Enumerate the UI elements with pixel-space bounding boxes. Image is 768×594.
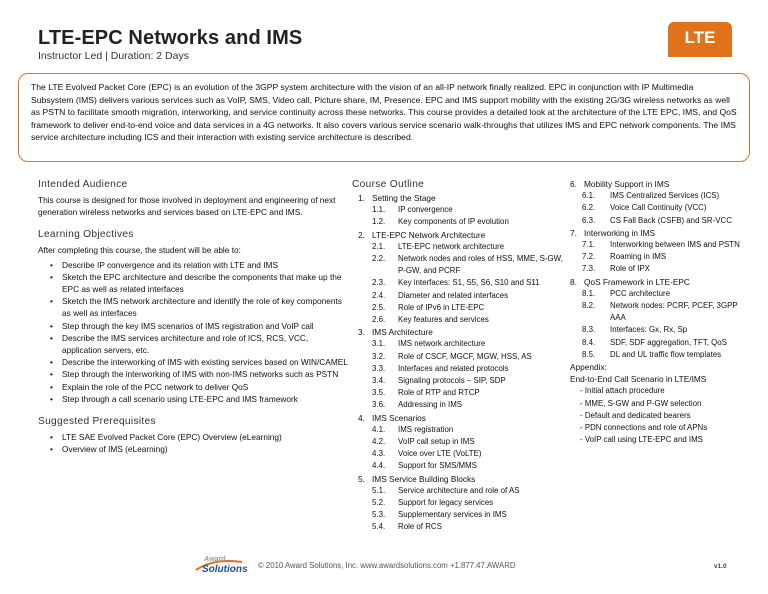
outline-subtopic	[352, 460, 566, 472]
outline-module	[570, 276, 750, 288]
subtopic-number: 8.3.	[582, 325, 596, 335]
subtopic-number: 2.5.	[372, 302, 386, 312]
appendix-item: - VoIP call using LTE-EPC and IMS	[580, 435, 703, 445]
subtopic-number: 8.4.	[582, 337, 596, 347]
subtopic-number: 7.3.	[582, 264, 596, 274]
subtopic-text: Network nodes and roles of HSS, MME, S-GW, P-GW, and PCRF	[398, 254, 563, 276]
module-title: Interworking in IMS	[584, 227, 656, 238]
module-title: IMS Architecture	[372, 327, 433, 338]
module-number: 2.	[358, 229, 365, 240]
subtopic-text: Service architecture and role of AS	[398, 485, 520, 495]
prerequisites-list	[38, 431, 350, 455]
subtopic-number: 4.1.	[372, 424, 386, 434]
outline-subtopic	[570, 251, 750, 263]
outline-subtopic	[352, 436, 566, 448]
outline-modules-right	[570, 178, 750, 361]
subtopic-number: 1.1.	[372, 205, 386, 215]
subtopic-number: 3.1.	[372, 339, 386, 349]
outline-module	[352, 412, 566, 424]
outline-subtopic	[352, 485, 566, 497]
objective-item: • Describe IP convergence and its relation with LTE and IMS	[38, 259, 350, 271]
outline-subtopic	[352, 521, 566, 533]
module-title: QoS Framework in LTE-EPC	[584, 276, 690, 287]
appendix-item: - Default and dedicated bearers	[580, 410, 691, 420]
outline-subtopic	[352, 387, 566, 399]
outline-subtopic	[570, 215, 750, 227]
subtopic-text: DL and UL traffic flow templates	[610, 349, 722, 359]
module-number: 1.	[358, 193, 365, 203]
outline-subtopic	[570, 202, 750, 214]
outline-subtopic	[352, 241, 566, 253]
subtopic-text: IMS registration	[398, 424, 454, 434]
objectives-title: Learning Objectives	[38, 229, 134, 241]
objective-item: • Describe the IMS services architecture and role of ICS, RCS, VCC, application servers, etc.	[38, 332, 350, 356]
subtopic-text: Diameter and related interfaces	[398, 290, 509, 300]
subtopic-number: 8.5.	[582, 349, 596, 359]
prerequisite-item: • Overview of IMS (eLearning)	[38, 443, 350, 455]
subtopic-text: Support for SMS/MMS	[398, 461, 477, 471]
subtopic-text: Role of IPv6 in LTE-EPC	[398, 302, 485, 312]
subtopic-number: 2.1.	[372, 241, 386, 251]
subtopic-number: 3.5.	[372, 388, 386, 398]
subtopic-number: 6.2.	[582, 203, 596, 213]
audience-title: Intended Audience	[38, 179, 128, 190]
appendix-list	[570, 385, 750, 446]
module-number: 4.	[358, 412, 365, 423]
subtopic-number: 6.3.	[582, 215, 596, 225]
appendix-item: - PDN connections and role of APNs	[580, 423, 708, 433]
outline-subtopic	[352, 448, 566, 460]
outline-subtopic	[570, 239, 750, 251]
subtopic-text: CS Fall Back (CSFB) and SR-VCC	[610, 215, 732, 225]
objective-item: • Step through the key IMS scenarios of IMS registration and VoIP call	[38, 320, 350, 332]
outline-subtopic	[352, 375, 566, 387]
award-solutions-logo	[194, 556, 254, 576]
subtopic-number: 3.2.	[372, 351, 386, 361]
subtopic-number: 4.4.	[372, 461, 386, 471]
module-title: IMS Service Building Blocks	[372, 473, 476, 484]
outline-subtopic	[352, 424, 566, 436]
subtopic-text: IP convergence	[398, 205, 453, 215]
subtopic-number: 2.3.	[372, 278, 386, 288]
outline-subtopic	[570, 324, 750, 336]
objective-item: • Describe the interworking of IMS with existing services based on WIN/CAMEL	[38, 356, 350, 368]
subtopic-text: Supplementary services in IMS	[398, 510, 507, 520]
page-footer	[0, 556, 768, 576]
subtopic-text: Key interfaces: S1, S5, S6, S10 and S11	[398, 278, 540, 288]
left-column	[38, 178, 350, 455]
course-subtitle: Instructor Led | Duration: 2 Days	[38, 50, 189, 62]
outline-module	[352, 326, 566, 338]
outline-subtopic	[352, 351, 566, 363]
outline-subtopic	[352, 204, 566, 216]
subtopic-text: Network nodes: PCRF, PCEF, 3GPP AAA	[610, 301, 738, 323]
prerequisite-item: • LTE SAE Evolved Packet Core (EPC) Overview (eLearning)	[38, 431, 350, 443]
module-number: 8.	[570, 276, 577, 287]
subtopic-text: Roaming in IMS	[610, 252, 667, 262]
footer-version: v1.0	[714, 563, 727, 570]
outline-module	[352, 473, 566, 485]
subtopic-number: 4.3.	[372, 449, 386, 459]
footer-copyright: © 2010 Award Solutions, Inc. www.awardsolutions.com +1.877.47.AWARD	[258, 561, 516, 570]
audience-text: This course is designed for those involved in deployment and engineering of next generation wireless networks and services based on LTE-EPC and IMS.	[38, 195, 336, 218]
logo-text-top: Award	[204, 556, 226, 563]
appendix-item: - MME, S-GW and P-GW selection	[580, 398, 702, 408]
outline-title: Course Outline	[352, 179, 425, 190]
outline-module	[352, 229, 566, 241]
appendix-label: Appendix:	[570, 362, 607, 373]
objective-item: • Sketch the IMS network architecture and identify the role of key components as well as interfaces	[38, 295, 350, 319]
subtopic-text: PCC architecture	[610, 288, 671, 298]
appendix-title: End-to-End Call Scenario in LTE/IMS	[570, 374, 707, 385]
module-number: 3.	[358, 327, 365, 338]
outline-subtopic	[352, 290, 566, 302]
outline-column-left	[352, 178, 566, 534]
subtopic-text: Addressing in IMS	[398, 400, 463, 410]
objectives-intro: After completing this course, the student will be able to:	[38, 245, 241, 256]
subtopic-number: 3.4.	[372, 376, 386, 386]
lte-badge: LTE	[668, 22, 732, 54]
subtopic-text: Interfaces: Gx, Rx, Sp	[610, 325, 688, 335]
subtopic-text: Key features and services	[398, 315, 489, 325]
subtopic-text: Role of RTP and RTCP	[398, 388, 480, 398]
subtopic-text: LTE-EPC network architecture	[398, 241, 504, 251]
outline-subtopic	[570, 288, 750, 300]
subtopic-number: 2.6.	[372, 315, 386, 325]
subtopic-number: 4.2.	[372, 437, 386, 447]
subtopic-text: Key components of IP evolution	[398, 217, 509, 227]
subtopic-text: Role of IPX	[610, 264, 650, 274]
outline-subtopic	[352, 302, 566, 314]
outline-subtopic	[352, 253, 566, 277]
subtopic-text: IMS Centralized Services (ICS)	[610, 191, 720, 201]
outline-subtopic	[352, 277, 566, 289]
outline-module	[352, 192, 566, 204]
subtopic-number: 7.2.	[582, 252, 596, 262]
outline-subtopic	[570, 190, 750, 202]
outline-subtopic	[570, 300, 750, 324]
subtopic-number: 8.2.	[582, 301, 596, 311]
subtopic-number: 8.1.	[582, 288, 596, 298]
module-title: Setting the Stage	[372, 193, 436, 203]
module-number: 6.	[570, 179, 577, 189]
subtopic-number: 5.1.	[372, 485, 386, 495]
subtopic-number: 3.3.	[372, 363, 386, 373]
outline-subtopic	[570, 263, 750, 275]
outline-subtopic	[352, 338, 566, 350]
outline-module	[570, 227, 750, 239]
subtopic-text: Role of RCS	[398, 522, 442, 532]
outline-column-right	[570, 178, 750, 446]
subtopic-number: 5.2.	[372, 498, 386, 508]
objective-item: • Explain the role of the PCC network to deliver QoS	[38, 381, 350, 393]
subtopic-text: SDF, SDF aggregation, TFT, QoS	[610, 337, 727, 347]
outline-subtopic	[352, 399, 566, 411]
subtopic-number: 5.4.	[372, 522, 386, 532]
subtopic-text: Role of CSCF, MGCF, MGW, HSS, AS	[398, 351, 532, 361]
intro-box: The LTE Evolved Packet Core (EPC) is an evolution of the 3GPP system architecture with the vision of an all-IP network finally realized. EPC in conjunction with IP Multimedia Subsystem (IMS) delivers various services such as VoIP, SMS, Video call, Picture share, IM, Presence. EPC and IMS support mobility with the existing 2G/3G wireless networks as well as PSTN to facilitate smooth migration, interworking, and service continuity across these networks. This course provides a detailed look at the architecture of the LTE EPC, IMS, and QoS framework to deliver end-to-end voice and data services in a 4G networks. It also covers various service scenario walk-throughs that utilizes IMS and EPC network components. The IMS service architecture including ICS and their interaction with existing service architecture is described.	[18, 73, 750, 162]
module-number: 7.	[570, 227, 577, 238]
outline-modules-left	[352, 192, 566, 534]
subtopic-number: 7.1.	[582, 240, 596, 250]
subtopic-text: Interfaces and related protocols	[398, 363, 509, 373]
module-title: Mobility Support in IMS	[584, 179, 670, 189]
objective-item: • Step through the interworking of IMS with non-IMS networks such as PSTN	[38, 368, 350, 380]
appendix-item: - Initial attach procedure	[580, 386, 665, 396]
course-title: LTE-EPC Networks and IMS	[38, 27, 303, 49]
subtopic-text: Interworking between IMS and PSTN	[610, 240, 740, 250]
objective-item: • Sketch the EPC architecture and describe the components that make up the EPC as well as related interfaces	[38, 271, 350, 295]
badge-underline	[668, 54, 732, 57]
subtopic-number: 2.4.	[372, 290, 386, 300]
outline-subtopic	[352, 363, 566, 375]
subtopic-text: Signaling protocols – SIP, SDP	[398, 376, 506, 386]
subtopic-number: 3.6.	[372, 400, 386, 410]
outline-subtopic	[570, 349, 750, 361]
objectives-list	[38, 259, 350, 405]
outline-subtopic	[570, 337, 750, 349]
module-title: IMS Scenarios	[372, 412, 426, 423]
page-header	[0, 0, 768, 66]
outline-module	[570, 178, 750, 190]
subtopic-number: 1.2.	[372, 217, 386, 227]
subtopic-text: VoIP call setup in IMS	[398, 437, 475, 447]
subtopic-text: Support for legacy services	[398, 498, 494, 508]
logo-text-bottom: Solutions	[202, 564, 248, 575]
module-title: LTE-EPC Network Architecture	[372, 229, 486, 240]
subtopic-text: Voice over LTE (VoLTE)	[398, 449, 482, 459]
module-number: 5.	[358, 473, 365, 484]
outline-subtopic	[352, 509, 566, 521]
subtopic-number: 5.3.	[372, 510, 386, 520]
outline-subtopic	[352, 314, 566, 326]
objective-item: • Step through a call scenario using LTE-EPC and IMS framework	[38, 393, 350, 405]
subtopic-text: Voice Call Continuity (VCC)	[610, 203, 707, 213]
subtopic-number: 6.1.	[582, 191, 596, 201]
prerequisites-title: Suggested Prerequisites	[38, 416, 156, 428]
subtopic-number: 2.2.	[372, 254, 386, 264]
outline-subtopic	[352, 497, 566, 509]
outline-subtopic	[352, 216, 566, 228]
subtopic-text: IMS network architecture	[398, 339, 486, 349]
